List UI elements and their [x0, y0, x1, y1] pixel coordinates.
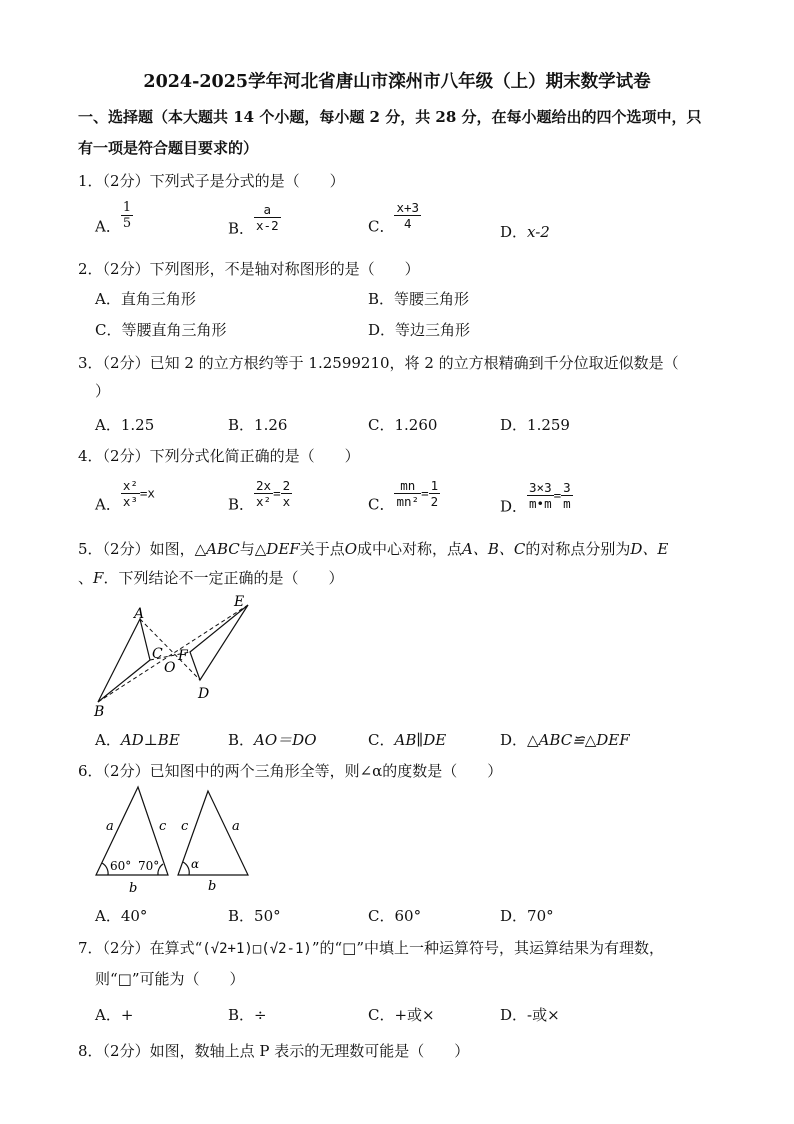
q5-b-text: AO＝DO — [254, 731, 317, 749]
q4-c-eq: = — [421, 485, 429, 501]
q1-option-b[interactable] — [228, 202, 281, 239]
label-d: D — [198, 686, 210, 702]
q4-b-label: B． — [228, 495, 255, 514]
q2-stem: 2．（2分）下列图形，不是轴对称图形的是（ ） — [78, 260, 420, 278]
q7-option-c[interactable]: C．+或× — [368, 1006, 435, 1024]
q4-c-rhs-fraction — [429, 478, 441, 509]
q1-option-c[interactable] — [368, 200, 421, 237]
q6-figure — [88, 782, 258, 894]
q5-option-c[interactable] — [368, 729, 446, 750]
q4-stem: 4．（2分）下列分式化简正确的是（ ） — [78, 447, 360, 465]
q6-option-d[interactable]: D．70° — [500, 907, 554, 925]
label-o: O — [164, 660, 176, 676]
q1-b-label: B． — [228, 219, 255, 238]
q4-d-fraction — [527, 480, 554, 511]
q7-stem-part: ”的“□”中填上一种运算符号，其运算结果为有理数， — [311, 939, 665, 957]
q4-option-b[interactable] — [228, 478, 292, 515]
q4-option-a[interactable] — [95, 478, 155, 515]
q5-stem-abc: △ABC — [194, 540, 240, 558]
q7-option-d[interactable]: D．-或× — [500, 1006, 560, 1024]
q5-figure — [88, 592, 258, 720]
q7-stem-line2: 则“□”可能为（ ） — [95, 970, 245, 988]
q4-b-rden: x — [282, 494, 291, 509]
q4-d-eq: = — [553, 487, 562, 503]
q7-stem — [78, 937, 664, 958]
q4-b-rhs-fraction — [281, 478, 293, 509]
left-side-c: c — [159, 819, 167, 834]
q4-d-label: D． — [500, 497, 528, 516]
q5-b-label: B． — [228, 731, 255, 749]
q5-d-label: D． — [500, 731, 528, 749]
q2-option-c[interactable]: C．等腰直角三角形 — [95, 321, 227, 339]
label-c: C — [152, 646, 163, 662]
triangle-abc — [98, 619, 150, 702]
q7-option-b[interactable]: B．÷ — [228, 1006, 267, 1024]
q1-a-den: 5 — [122, 216, 132, 231]
q1-b-fraction — [254, 202, 281, 233]
label-b: B — [94, 704, 105, 720]
right-side-c: c — [181, 819, 189, 834]
q3-option-a[interactable]: A．1.25 — [95, 416, 155, 434]
q8-stem: 8．（2分）如图，数轴上点 P 表示的无理数可能是（ ） — [78, 1042, 470, 1060]
q4-c-fraction — [394, 478, 421, 509]
q7-stem-part: 7．（2分）在算式“ — [78, 939, 203, 957]
q1-option-d[interactable] — [500, 221, 550, 242]
q1-b-den: x-2 — [256, 218, 279, 233]
q4-a-rhs: =x — [139, 485, 155, 501]
q1-d-text: x-2 — [527, 223, 550, 241]
q2-option-d[interactable]: D．等边三角形 — [368, 321, 471, 339]
q4-c-rnum: 1 — [430, 478, 439, 493]
label-e: E — [234, 594, 245, 610]
section-header-line1: 一、选择题（本大题共 14 个小题，每小题 2 分，共 28 分，在每小题给出的四个选项中，只 — [78, 108, 702, 126]
q3-option-b[interactable]: B．1.26 — [228, 416, 288, 434]
q1-c-num: x+3 — [396, 200, 420, 215]
q5-stem-part: ．下列结论不一定正确的是（ ） — [103, 569, 344, 587]
alpha-label: α — [191, 857, 200, 871]
left-side-a: a — [106, 819, 114, 834]
q4-option-d[interactable] — [500, 480, 573, 517]
q4-c-label: C． — [368, 495, 395, 514]
q5-stem-def: △DEF — [254, 540, 300, 558]
q5-option-d[interactable] — [500, 729, 630, 750]
q4-c-den: mn² — [396, 494, 420, 509]
q1-c-fraction — [394, 200, 421, 231]
q2-option-b[interactable]: B．等腰三角形 — [368, 290, 470, 308]
q1-d-label: D． — [500, 223, 528, 241]
q6-option-c[interactable]: C．60° — [368, 907, 422, 925]
q4-option-c[interactable] — [368, 478, 440, 515]
q5-option-a[interactable] — [95, 729, 180, 750]
q3-stem-end: ） — [95, 382, 111, 400]
q1-c-den: 4 — [394, 215, 421, 231]
q4-c-rden: 2 — [430, 494, 439, 509]
q3-option-c[interactable]: C．1.260 — [368, 416, 438, 434]
angle-70-label: 70° — [138, 859, 160, 873]
q4-b-eq: = — [273, 485, 281, 501]
q5-stem-part: 成中心对称，点 — [357, 540, 463, 558]
q4-a-label: A． — [95, 495, 121, 514]
q5-stem — [78, 538, 668, 559]
q1-c-label: C． — [368, 217, 395, 236]
q7-option-a[interactable]: A．+ — [95, 1006, 134, 1024]
q5-c-label: C． — [368, 731, 395, 749]
q4-d-rnum: 3 — [563, 480, 571, 495]
q4-b-rnum: 2 — [282, 478, 291, 493]
q4-c-num: mn — [400, 478, 416, 493]
q5-stem-o: O — [344, 540, 358, 558]
q5-stem-line2 — [78, 567, 343, 588]
q4-d-rden: m — [563, 496, 571, 511]
segment-be — [98, 605, 248, 702]
q1-a-label: A． — [95, 217, 121, 236]
angle-60-label: 60° — [110, 859, 132, 873]
q5-stem-points-abc: A、B、C — [462, 540, 526, 558]
q5-stem-part: 关于点 — [299, 540, 345, 558]
page-title: 2024-2025学年河北省唐山市滦州市八年级（上）期末数学试卷 — [143, 72, 651, 92]
q4-d-den: m•m — [529, 496, 552, 511]
q5-d-text: △ABC≌△DEF — [527, 731, 630, 749]
q1-stem: 1．（2分）下列式子是分式的是（ ） — [78, 172, 345, 190]
q6-stem: 6．（2分）已知图中的两个三角形全等，则∠α的度数是（ ） — [78, 762, 503, 780]
angle-60-arc — [102, 863, 108, 875]
section-header-line2: 有一项是符合题目要求的） — [78, 139, 259, 157]
q1-a-fraction — [121, 200, 133, 231]
q4-d-rhs-fraction — [561, 480, 573, 511]
q6-option-a[interactable]: A．40° — [95, 907, 148, 925]
q1-option-a[interactable] — [95, 200, 133, 237]
q3-option-d[interactable]: D．1.259 — [500, 416, 570, 434]
right-side-b: b — [208, 879, 217, 894]
q5-stem-part: 5．（2分）如图， — [78, 540, 195, 558]
q5-stem-part: 的对称点分别为 — [525, 540, 631, 558]
q4-b-fraction — [254, 478, 273, 509]
q1-b-num: a — [263, 202, 272, 217]
q6-option-b[interactable]: B．50° — [228, 907, 281, 925]
q3-stem: 3．（2分）已知 2 的立方根约等于 1.2599210，将 2 的立方根精确到千分位取近似数是（ — [78, 354, 679, 372]
q5-stem-f: F — [93, 569, 104, 587]
q4-b-num: 2x — [256, 478, 272, 493]
q4-a-fraction — [121, 478, 140, 509]
q4-a-num: x² — [122, 478, 138, 493]
q5-stem-part: 、 — [78, 569, 94, 587]
triangle-def — [190, 605, 248, 680]
q5-a-label: A． — [95, 731, 121, 749]
q4-a-den: x³ — [122, 494, 138, 509]
angle-alpha-arc — [183, 862, 189, 875]
q7-expression: (√2+1)□(√2-1) — [202, 941, 312, 957]
q4-b-den: x² — [256, 494, 272, 509]
q5-c-text: AB∥DE — [394, 731, 447, 749]
q5-stem-part: 与 — [239, 540, 255, 558]
left-side-b: b — [129, 881, 138, 894]
q2-option-a[interactable]: A．直角三角形 — [95, 290, 196, 308]
q5-option-b[interactable] — [228, 729, 317, 750]
label-a: A — [134, 606, 145, 622]
q5-stem-points-de: D、E — [630, 540, 669, 558]
q5-a-text: AD⊥BE — [120, 731, 180, 749]
right-side-a: a — [232, 819, 240, 834]
q4-d-num: 3×3 — [529, 480, 552, 495]
q1-a-num: 1 — [122, 200, 132, 215]
label-f: F — [178, 648, 188, 664]
